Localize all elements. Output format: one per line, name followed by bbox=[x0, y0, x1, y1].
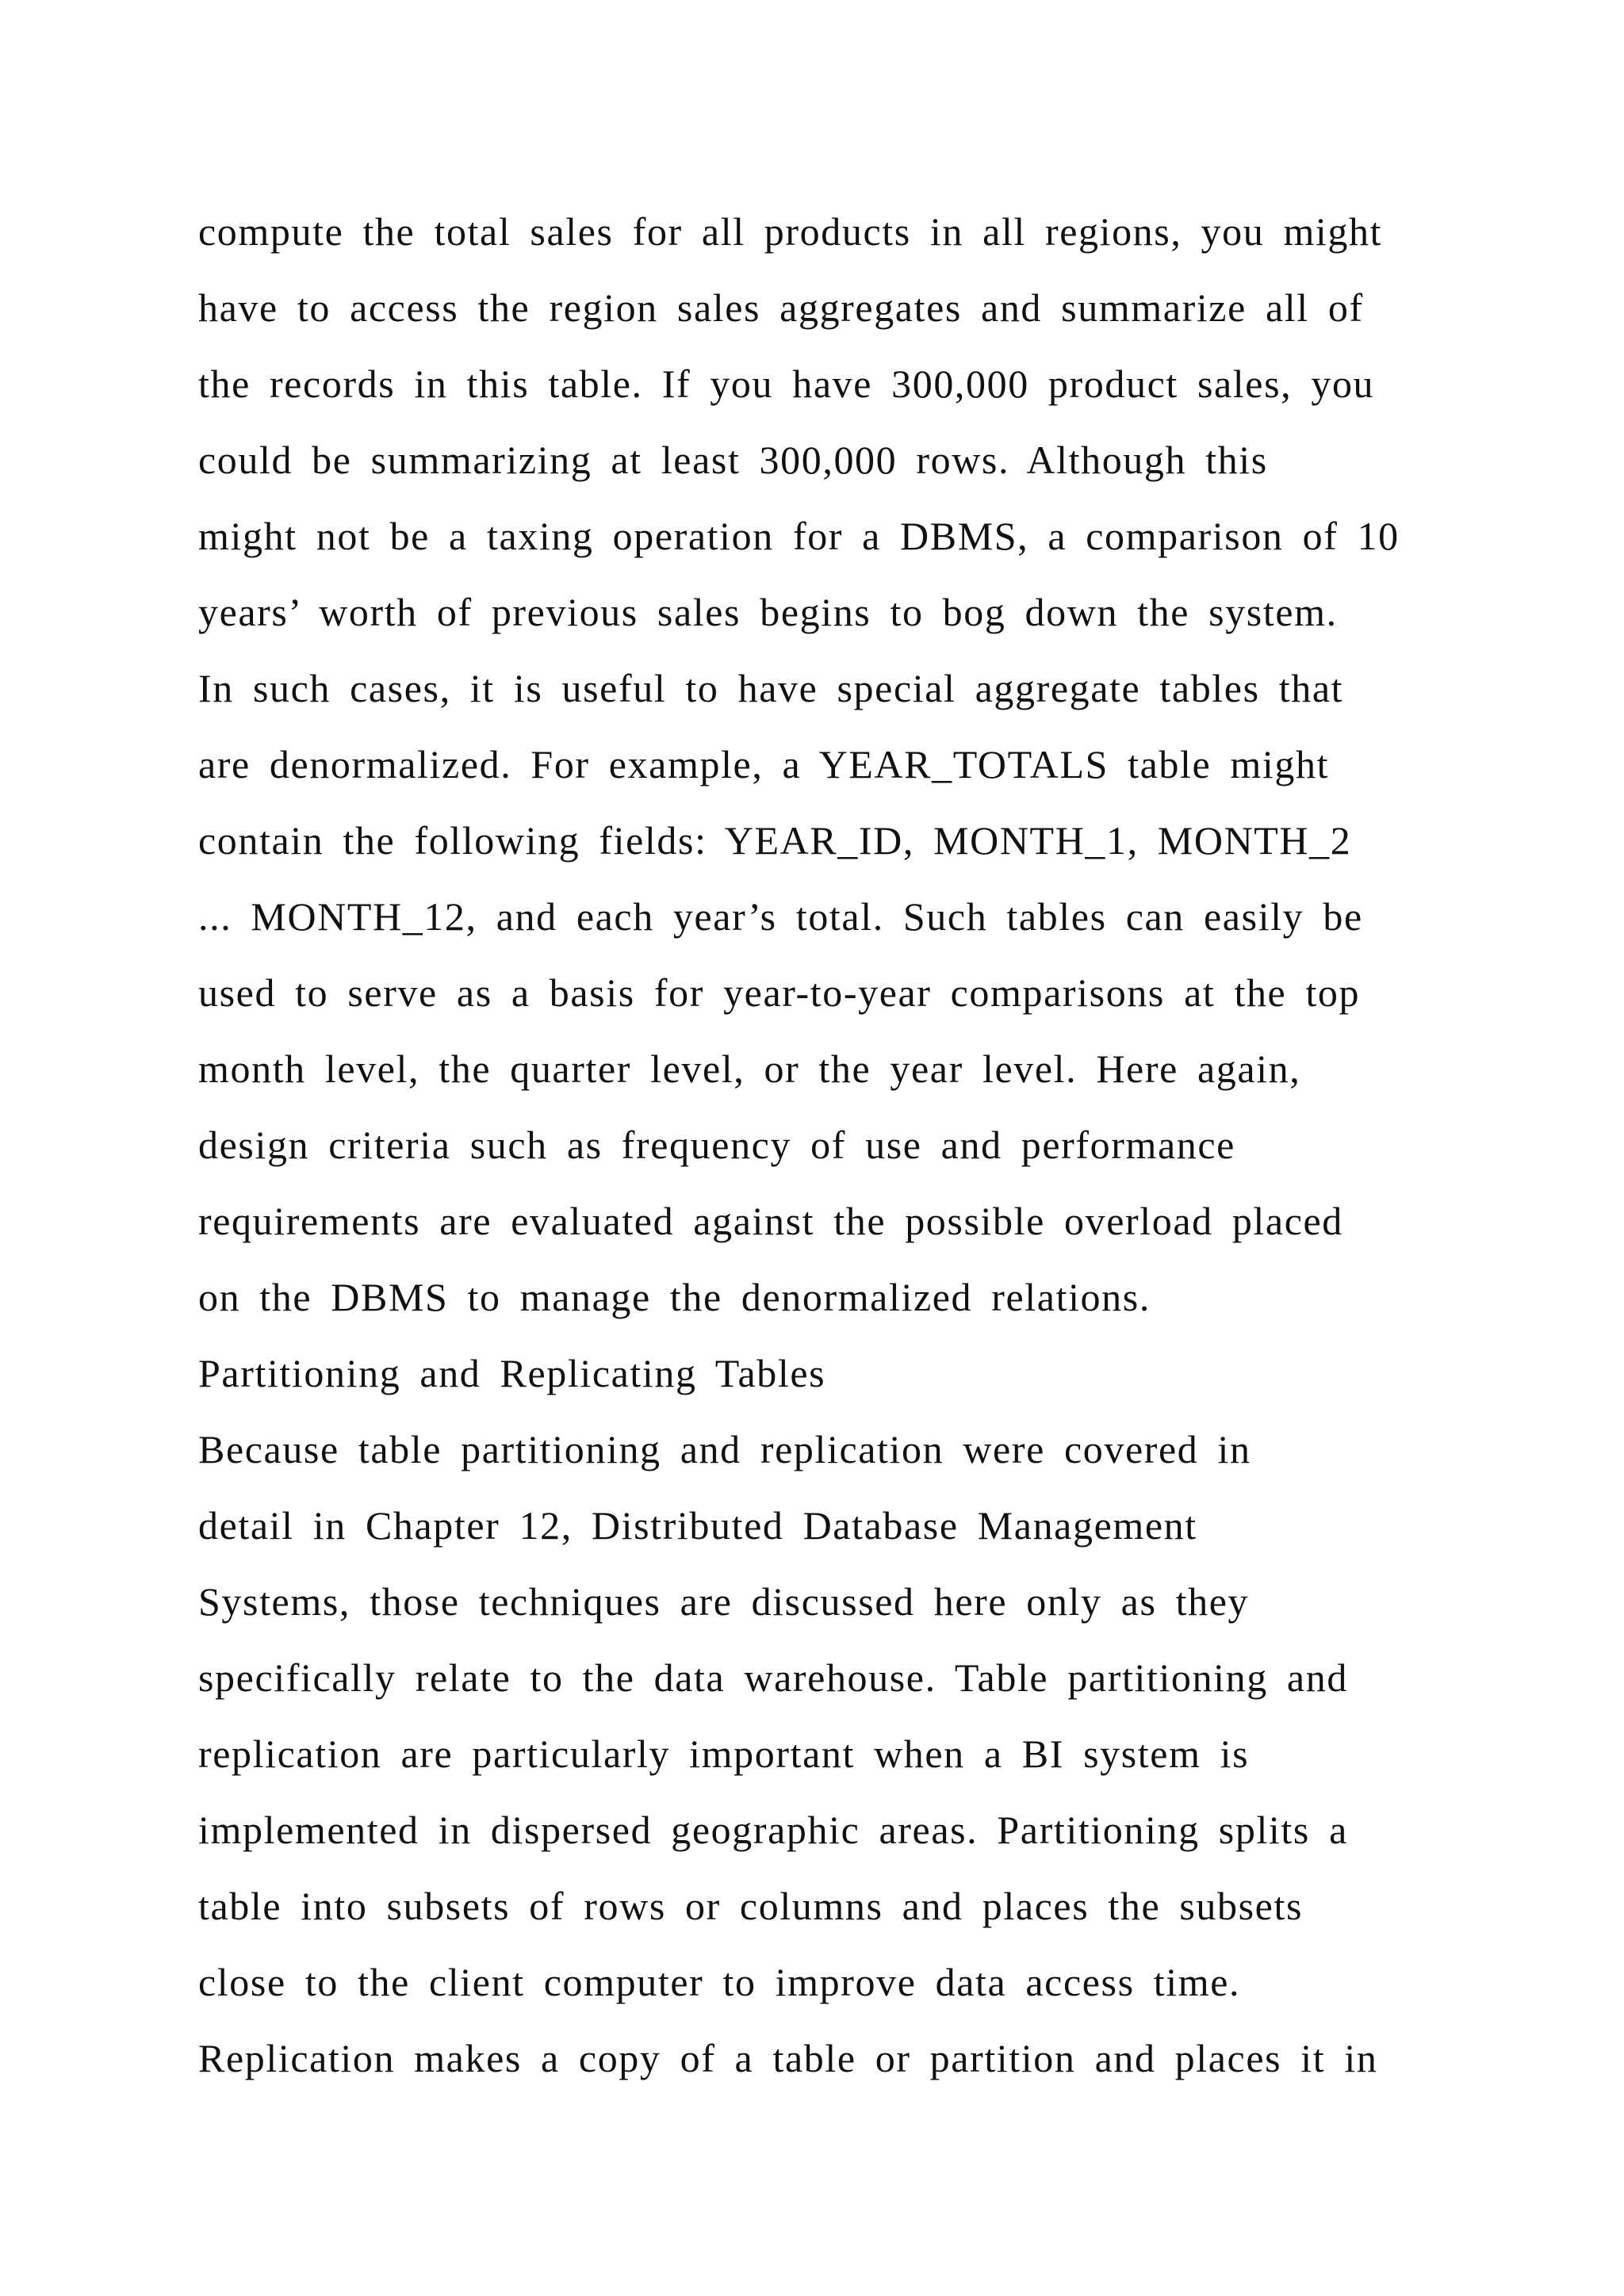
text-line-1: compute the total sales for all products in all regions, you might bbox=[198, 209, 1383, 254]
text-line-3: the records in this table. If you have 300,000 product sales, you bbox=[198, 362, 1375, 406]
text-line-8: are denormalized. For example, a YEAR_TOTALS table might bbox=[198, 742, 1330, 786]
text-line-24: close to the client computer to improve data access time. bbox=[198, 1960, 1241, 2004]
text-line-9: contain the following fields: YEAR_ID, MONTH_1, MONTH_2 bbox=[198, 818, 1352, 863]
text-line-21: replication are particularly important when a BI system is bbox=[198, 1732, 1250, 1776]
text-line-12: month level, the quarter level, or the year level. Here again, bbox=[198, 1047, 1301, 1091]
text-line-11: used to serve as a basis for year-to-year comparisons at the top bbox=[198, 970, 1361, 1015]
section-heading: Partitioning and Replicating Tables bbox=[198, 1351, 826, 1395]
text-line-13: design criteria such as frequency of use and performance bbox=[198, 1123, 1235, 1167]
text-line-25: Replication makes a copy of a table or partition and places it in bbox=[198, 2036, 1378, 2080]
text-line-6: years’ worth of previous sales begins to bog down the system. bbox=[198, 590, 1338, 634]
body-text bbox=[198, 193, 1499, 2096]
text-line-17: Because table partitioning and replication were covered in bbox=[198, 1427, 1251, 1471]
text-line-5: might not be a taxing operation for a DBMS, a comparison of 10 bbox=[198, 514, 1400, 558]
text-line-18: detail in Chapter 12, Distributed Database Management bbox=[198, 1503, 1197, 1548]
text-line-14: requirements are evaluated against the possible overload placed bbox=[198, 1199, 1343, 1243]
text-line-10: ... MONTH_12, and each year’s total. Such tables can easily be bbox=[198, 894, 1363, 939]
text-line-20: specifically relate to the data warehouse. Table partitioning and bbox=[198, 1655, 1348, 1700]
text-line-22: implemented in dispersed geographic areas. Partitioning splits a bbox=[198, 1808, 1348, 1852]
text-line-19: Systems, those techniques are discussed here only as they bbox=[198, 1579, 1250, 1624]
text-line-2: have to access the region sales aggregates and summarize all of bbox=[198, 285, 1364, 330]
text-line-7: In such cases, it is useful to have special aggregate tables that bbox=[198, 666, 1344, 710]
text-line-23: table into subsets of rows or columns and places the subsets bbox=[198, 1884, 1304, 1928]
text-line-15: on the DBMS to manage the denormalized relations. bbox=[198, 1275, 1151, 1319]
text-line-4: could be summarizing at least 300,000 rows. Although this bbox=[198, 438, 1268, 482]
